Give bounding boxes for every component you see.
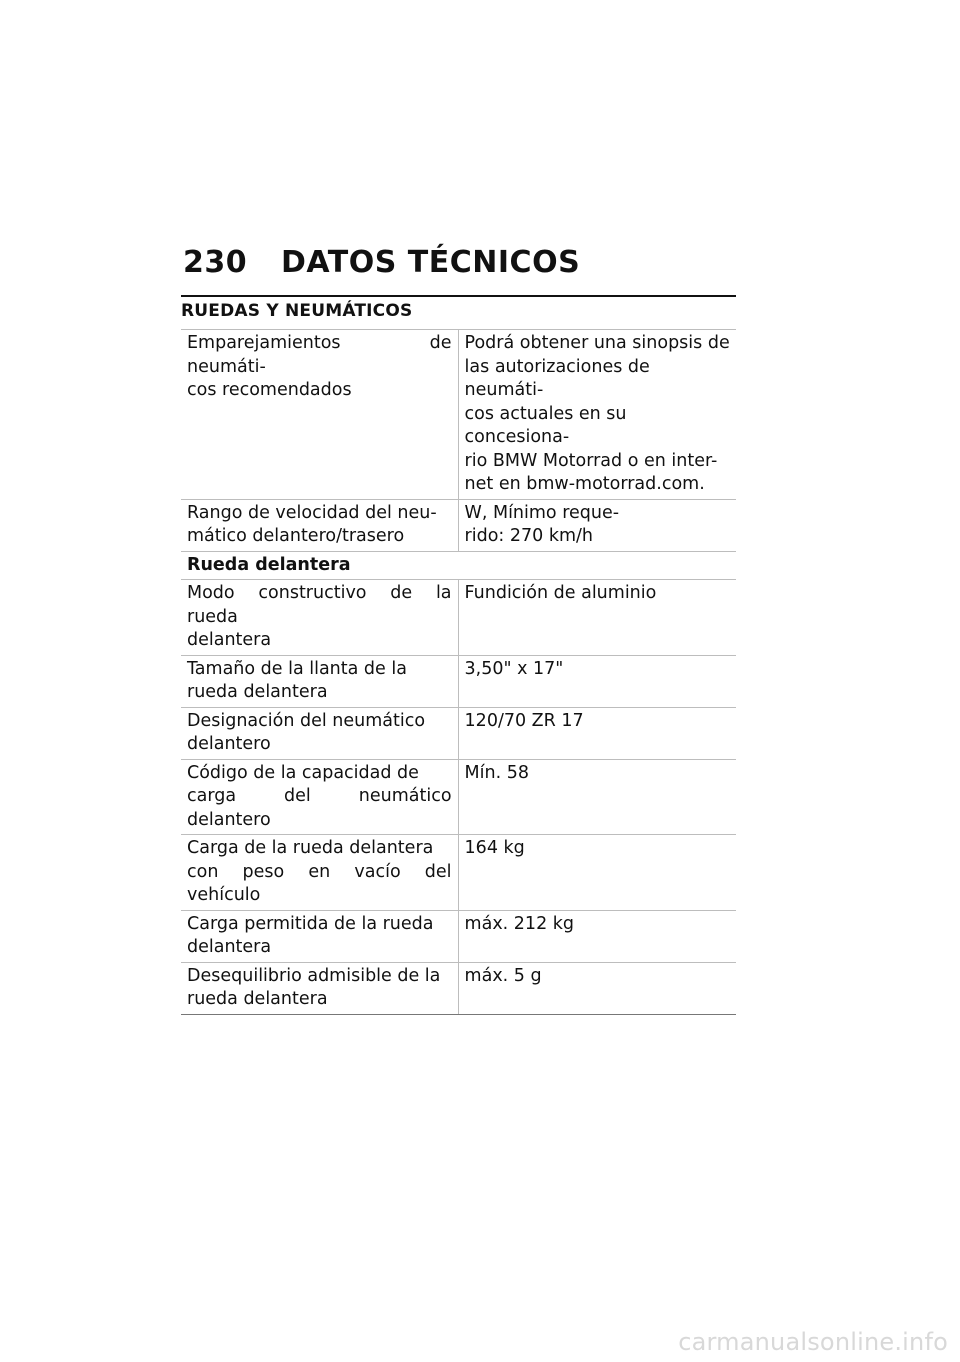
spec-value-line: rio BMW Motorrad o en inter- <box>464 450 718 471</box>
spec-label <box>181 499 458 551</box>
spec-value: 164 kg <box>458 835 736 911</box>
spec-label-line: Código de la capacidad de <box>187 762 419 783</box>
page-number: 230 <box>183 244 248 280</box>
table-row <box>181 707 736 759</box>
spec-label <box>181 759 458 835</box>
spec-value: Mín. 58 <box>458 759 736 835</box>
spec-label-line: Designación del neumático <box>187 710 426 731</box>
spec-label-line: delantero <box>187 734 271 754</box>
table-row <box>181 759 736 835</box>
spec-label-line: Modo constructivo de la rueda <box>187 583 452 627</box>
table-row <box>181 962 736 1014</box>
spec-label-line: mático delantero/trasero <box>187 526 405 546</box>
spec-value: 120/70 ZR 17 <box>458 707 736 759</box>
spec-label <box>181 835 458 911</box>
section-title: RUEDAS Y NEUMÁTICOS <box>181 295 736 321</box>
spec-value: máx. 5 g <box>458 962 736 1014</box>
spec-label-line: Carga permitida de la rueda <box>187 913 434 934</box>
table-row <box>181 655 736 707</box>
spec-label <box>181 580 458 656</box>
spec-value-line: W, Mínimo reque- <box>464 502 620 523</box>
spec-label <box>181 655 458 707</box>
spec-value-line: net en bmw-motorrad.com. <box>464 474 705 494</box>
spec-label-line: delantera <box>187 630 272 650</box>
spec-label-line: Emparejamientos de neumáti- <box>187 333 452 377</box>
page-title: DATOS TÉCNICOS <box>281 244 581 280</box>
table-row <box>181 835 736 911</box>
table-row <box>181 499 736 551</box>
table-row <box>181 330 736 500</box>
spec-label-line: Carga de la rueda delantera <box>187 838 434 858</box>
spec-value-line: Podrá obtener una sinopsis de <box>464 333 730 353</box>
table-row <box>181 910 736 962</box>
spec-value: Fundición de aluminio <box>458 580 736 656</box>
spec-value: máx. 212 kg <box>458 910 736 962</box>
table-row <box>181 580 736 656</box>
table-group-row <box>181 551 736 580</box>
spec-label <box>181 910 458 962</box>
spec-label <box>181 330 458 500</box>
spec-label-line: Rango de velocidad del neu- <box>187 502 437 523</box>
spec-value-line: las autorizaciones de neumáti- <box>464 356 650 400</box>
spec-label <box>181 707 458 759</box>
spec-label-line: carga del neumático delantero <box>187 786 452 830</box>
page-header <box>183 242 736 282</box>
spec-value-line: rido: 270 km/h <box>464 526 594 546</box>
spec-label-line: rueda delantera <box>187 989 328 1009</box>
spec-label-line: con peso en vacío del vehículo <box>187 861 452 905</box>
spec-label-line: delantera <box>187 937 272 957</box>
spec-label-line: Desequilibrio admisible de la <box>187 965 441 986</box>
group-title: Rueda delantera <box>181 551 736 580</box>
spec-value <box>458 330 736 500</box>
spec-label-line: Tamaño de la llanta de la <box>187 658 407 679</box>
watermark-text[interactable]: carmanualsonline.info <box>678 1328 948 1356</box>
spec-value-line: cos actuales en su concesiona- <box>464 403 627 447</box>
spec-label-line: cos recomendados <box>187 380 352 400</box>
spec-label-line: rueda delantera <box>187 682 328 702</box>
spec-value: 3,50" x 17" <box>458 655 736 707</box>
spec-table <box>181 329 736 1015</box>
spec-value <box>458 499 736 551</box>
spec-label <box>181 962 458 1014</box>
